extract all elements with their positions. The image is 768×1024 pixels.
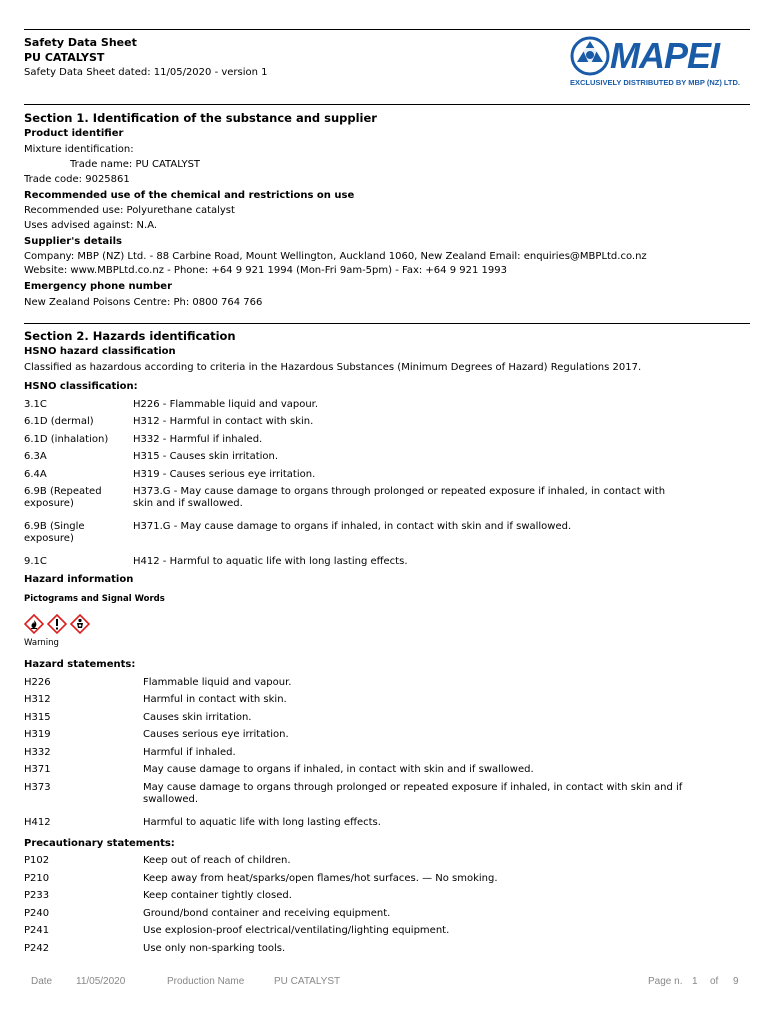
class-text: H332 - Harmful if inhaled.	[133, 434, 263, 445]
footer-page-label: Page n.	[648, 976, 683, 987]
logo-wordmark: MAPEI	[610, 35, 720, 76]
trade-code: Trade code: 9025861	[24, 174, 130, 185]
class-code: 6.1D (inhalation)	[24, 434, 109, 445]
precautionary-text: Keep out of reach of children.	[143, 855, 291, 866]
section-1-rule	[24, 323, 750, 324]
recommended-use-heading: Recommended use of the chemical and restrictions on use	[24, 190, 355, 201]
precautionary-text: Use explosion-proof electrical/ventilating/lighting equipment.	[143, 925, 450, 936]
precautionary-text: Keep container tightly closed.	[143, 890, 292, 901]
class-code: 6.9B (Single exposure)	[24, 521, 85, 544]
class-code: 3.1C	[24, 399, 47, 410]
footer-date-value: 11/05/2020	[76, 976, 126, 987]
precautionary-code: P210	[24, 873, 50, 884]
pictograms-heading: Pictograms and Signal Words	[24, 594, 165, 604]
product-identifier-heading: Product identifier	[24, 128, 124, 139]
footer-production-label: Production Name	[167, 976, 245, 987]
hazard-text: May cause damage to organs if inhaled, in contact with skin and if swallowed.	[143, 764, 534, 775]
class-code: 6.3A	[24, 451, 47, 462]
footer-page-number: 1	[692, 976, 698, 987]
hazard-statements-heading: Hazard statements:	[24, 659, 136, 670]
class-code: 6.9B (Repeated exposure)	[24, 486, 102, 509]
hazard-text: Causes serious eye irritation.	[143, 729, 289, 740]
footer-of-label: of	[710, 976, 719, 987]
class-text: H412 - Harmful to aquatic life with long lasting effects.	[133, 556, 408, 567]
mapei-logo-icon	[570, 36, 610, 76]
classified-statement: Classified as hazardous according to criteria in the Hazardous Substances (Minimum Degrees of Hazard) Regulations 2017.	[24, 362, 642, 373]
exclamation-pictogram-icon	[47, 614, 67, 634]
class-text: H226 - Flammable liquid and vapour.	[133, 399, 319, 410]
precautionary-code: P102	[24, 855, 50, 866]
hazard-text: Causes skin irritation.	[143, 712, 252, 723]
hazard-code: H312	[24, 694, 51, 705]
footer-date-label: Date	[31, 976, 53, 987]
precautionary-heading: Precautionary statements:	[24, 838, 175, 849]
hazard-code: H371	[24, 764, 51, 775]
hazard-code: H373	[24, 782, 51, 793]
footer-page-total: 9	[733, 976, 739, 987]
class-text: H315 - Causes skin irritation.	[133, 451, 279, 462]
precautionary-text: Keep away from heat/sparks/open flames/hot surfaces. — No smoking.	[143, 873, 498, 884]
section-2-title: Section 2. Hazards identification	[24, 329, 236, 343]
hazard-text: Harmful to aquatic life with long lasting effects.	[143, 817, 381, 828]
mapei-logo	[568, 36, 748, 92]
hazard-code: H226	[24, 677, 51, 688]
precautionary-code: P242	[24, 943, 50, 954]
hazard-code: H332	[24, 747, 51, 758]
signal-word: Warning	[24, 638, 59, 648]
class-text: H373.G - May cause damage to organs through prolonged or repeated exposure if inhaled, in contact with skin and if swallowed.	[133, 486, 666, 509]
class-text: H312 - Harmful in contact with skin.	[133, 416, 314, 427]
section-1-title: Section 1. Identification of the substance and supplier	[24, 111, 377, 125]
hazard-text: Flammable liquid and vapour.	[143, 677, 292, 688]
class-code: 6.1D (dermal)	[24, 416, 94, 427]
precautionary-text: Ground/bond container and receiving equipment.	[143, 908, 391, 919]
mixture-identification: Mixture identification:	[24, 144, 134, 155]
precautionary-text: Use only non-sparking tools.	[143, 943, 286, 954]
hazard-text: May cause damage to organs through prolonged or repeated exposure if inhaled, in contact with skin and if swallowed.	[143, 782, 683, 805]
supplier-website: Website: www.MBPLtd.co.nz - Phone: +64 9 921 1994 (Mon-Fri 9am-5pm) - Fax: +64 9 921 1993	[24, 265, 507, 276]
class-text: H319 - Causes serious eye irritation.	[133, 469, 316, 480]
precautionary-code: P233	[24, 890, 50, 901]
doc-title: Safety Data Sheet	[24, 36, 137, 49]
trade-name: Trade name: PU CATALYST	[70, 159, 201, 170]
emergency-number: New Zealand Poisons Centre: Ph: 0800 764 766	[24, 297, 263, 308]
hazard-code: H412	[24, 817, 51, 828]
precautionary-code: P240	[24, 908, 50, 919]
health-hazard-pictogram-icon	[70, 614, 90, 634]
hazard-information-heading: Hazard information	[24, 574, 134, 585]
class-code: 9.1C	[24, 556, 47, 567]
top-rule	[24, 29, 750, 30]
recommended-use: Recommended use: Polyurethane catalyst	[24, 205, 235, 216]
hsno-classification-heading: HSNO classification:	[24, 381, 138, 392]
hazard-code: H315	[24, 712, 51, 723]
class-code: 6.4A	[24, 469, 47, 480]
supplier-company: Company: MBP (NZ) Ltd. - 88 Carbine Road, Mount Wellington, Auckland 1060, New Zealand Email: enquiries@MBPLtd.co.nz	[24, 251, 647, 262]
hsno-heading: HSNO hazard classification	[24, 346, 176, 357]
flame-pictogram-icon	[24, 614, 44, 634]
hazard-text: Harmful if inhaled.	[143, 747, 236, 758]
precautionary-code: P241	[24, 925, 50, 936]
logo-subtitle: EXCLUSIVELY DISTRIBUTED BY MBP (NZ) LTD.	[570, 78, 741, 87]
hazard-code: H319	[24, 729, 51, 740]
class-text: H371.G - May cause damage to organs if inhaled, in contact with skin and if swallowed.	[133, 521, 572, 532]
supplier-details-heading: Supplier's details	[24, 236, 122, 247]
hazard-text: Harmful in contact with skin.	[143, 694, 287, 705]
footer-production-value: PU CATALYST	[274, 976, 341, 987]
emergency-heading: Emergency phone number	[24, 281, 173, 292]
product-name: PU CATALYST	[24, 51, 105, 64]
header-rule	[24, 104, 750, 105]
uses-advised-against: Uses advised against: N.A.	[24, 220, 158, 231]
sds-dated: Safety Data Sheet dated: 11/05/2020 - version 1	[24, 67, 268, 78]
